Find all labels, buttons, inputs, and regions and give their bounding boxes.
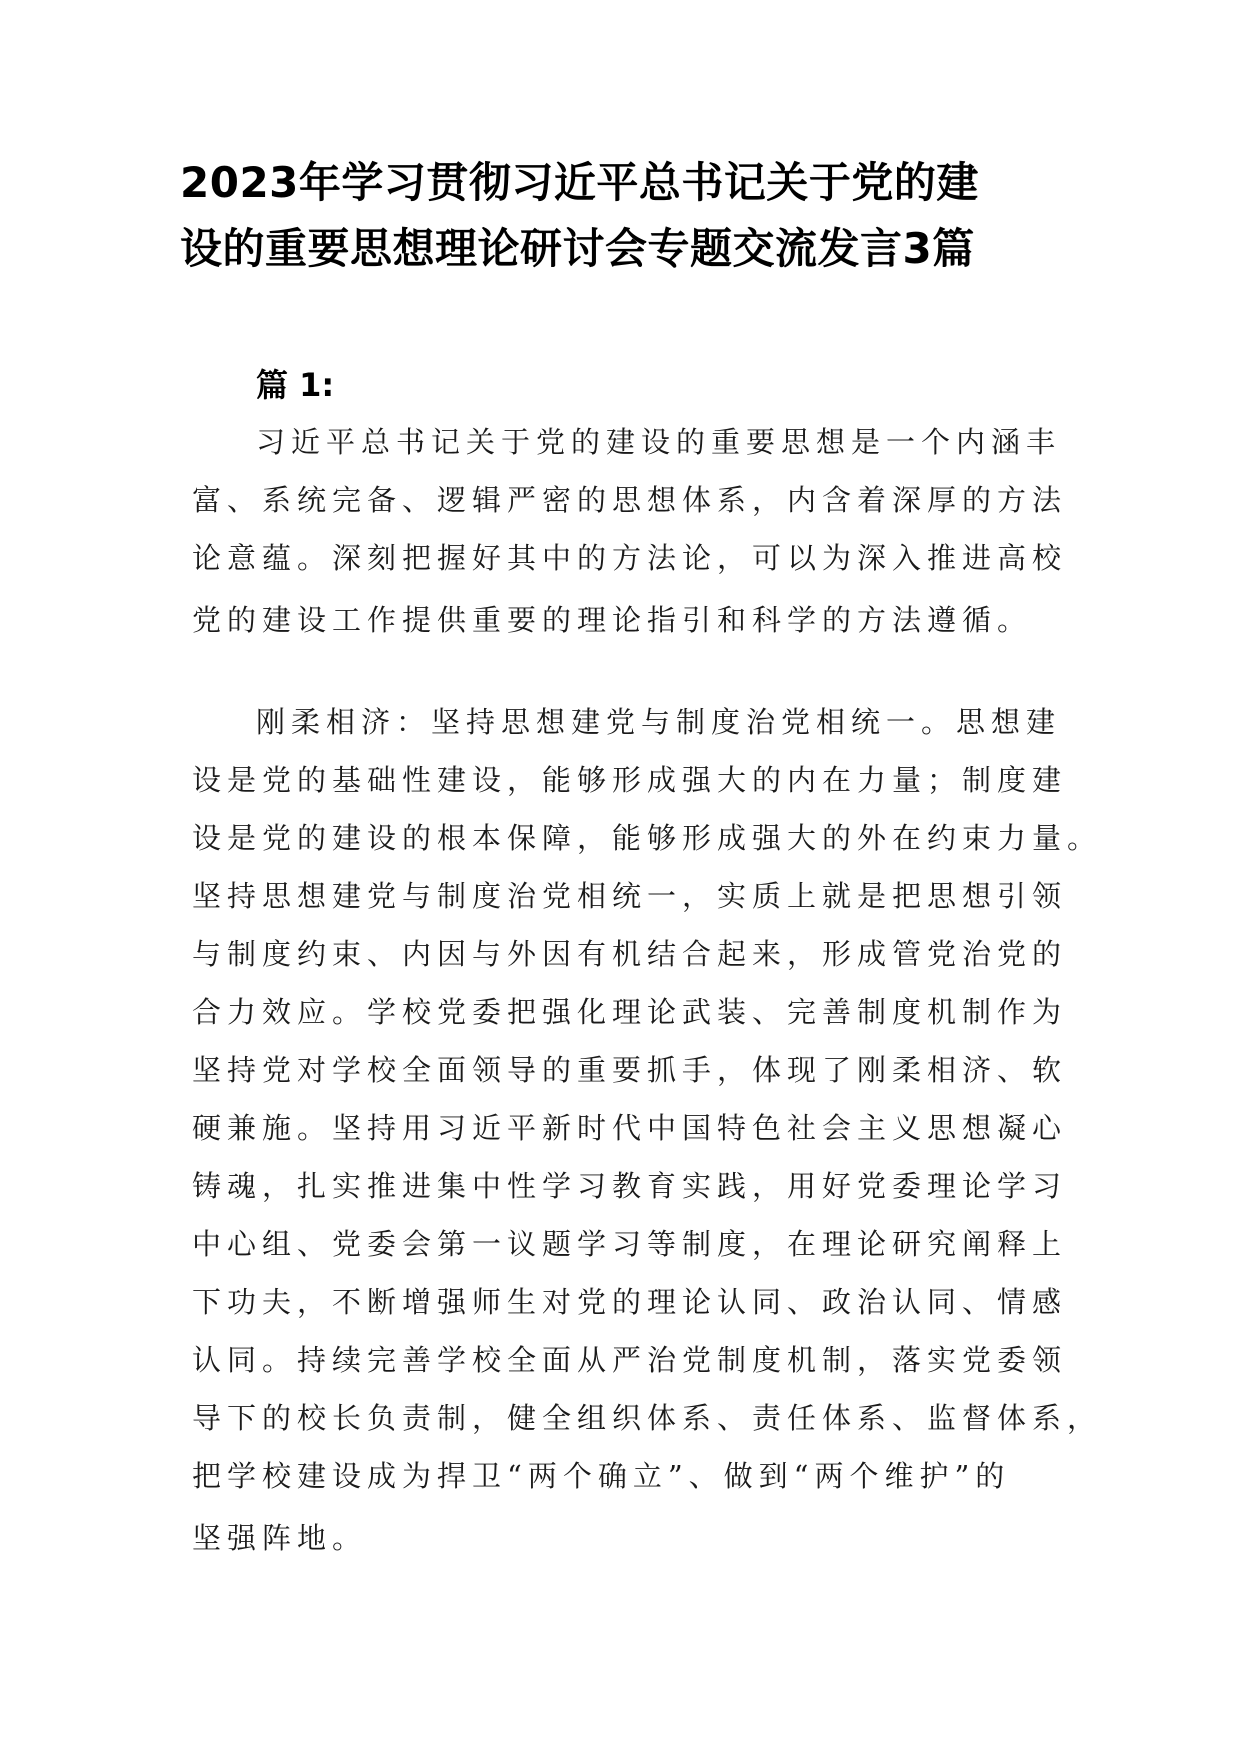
- section-heading: 篇 1:: [256, 366, 335, 404]
- paragraph-1-line: 党的建设工作提供重要的理论指引和科学的方法遵循。: [192, 603, 1033, 637]
- paragraph-2-line: 铸魂，扎实推进集中性学习教育实践，用好党委理论学习: [192, 1169, 1068, 1203]
- paragraph-2-line: 刚柔相济：坚持思想建党与制度治党相统一。思想建: [256, 705, 1062, 739]
- paragraph-2-line: 认同。持续完善学校全面从严治党制度机制，落实党委领: [192, 1343, 1068, 1377]
- document-title: [180, 150, 1080, 282]
- paragraph-2-line: 坚强阵地。: [192, 1521, 368, 1555]
- paragraph-2-line: 坚持党对学校全面领导的重要抓手，体现了刚柔相济、软: [192, 1053, 1068, 1087]
- paragraph-2-line: 下功夫，不断增强师生对党的理论认同、政治认同、情感: [192, 1285, 1068, 1319]
- paragraph-2-line: 坚持思想建党与制度治党相统一，实质上就是把思想引领: [192, 879, 1068, 913]
- paragraph-2-line: 中心组、党委会第一议题学习等制度，在理论研究阐释上: [192, 1227, 1068, 1261]
- paragraph-2-line: 导下的校长负责制，健全组织体系、责任体系、监督体系，: [192, 1401, 1103, 1435]
- paragraph-2-line: 把学校建设成为捍卫“两个确立”、做到“两个维护”的: [192, 1459, 1011, 1493]
- title-line-1: 2023年学习贯彻习近平总书记关于党的建: [180, 158, 979, 207]
- paragraph-2-line: 与制度约束、内因与外因有机结合起来，形成管党治党的: [192, 937, 1068, 971]
- paragraph-1-line: 富、系统完备、逻辑严密的思想体系，内含着深厚的方法: [192, 483, 1068, 517]
- paragraph-1-line: 习近平总书记关于党的建设的重要思想是一个内涵丰: [256, 425, 1062, 459]
- paragraph-2-line: 硬兼施。坚持用习近平新时代中国特色社会主义思想凝心: [192, 1111, 1068, 1145]
- paragraph-2-line: 设是党的建设的根本保障，能够形成强大的外在约束力量。: [192, 821, 1103, 855]
- paragraph-2-line: 设是党的基础性建设，能够形成强大的内在力量；制度建: [192, 763, 1068, 797]
- paragraph-2-line: 合力效应。学校党委把强化理论武装、完善制度机制作为: [192, 995, 1068, 1029]
- title-line-2: 设的重要思想理论研讨会专题交流发言3篇: [180, 224, 975, 273]
- paragraph-1-line: 论意蕴。深刻把握好其中的方法论，可以为深入推进高校: [192, 541, 1068, 575]
